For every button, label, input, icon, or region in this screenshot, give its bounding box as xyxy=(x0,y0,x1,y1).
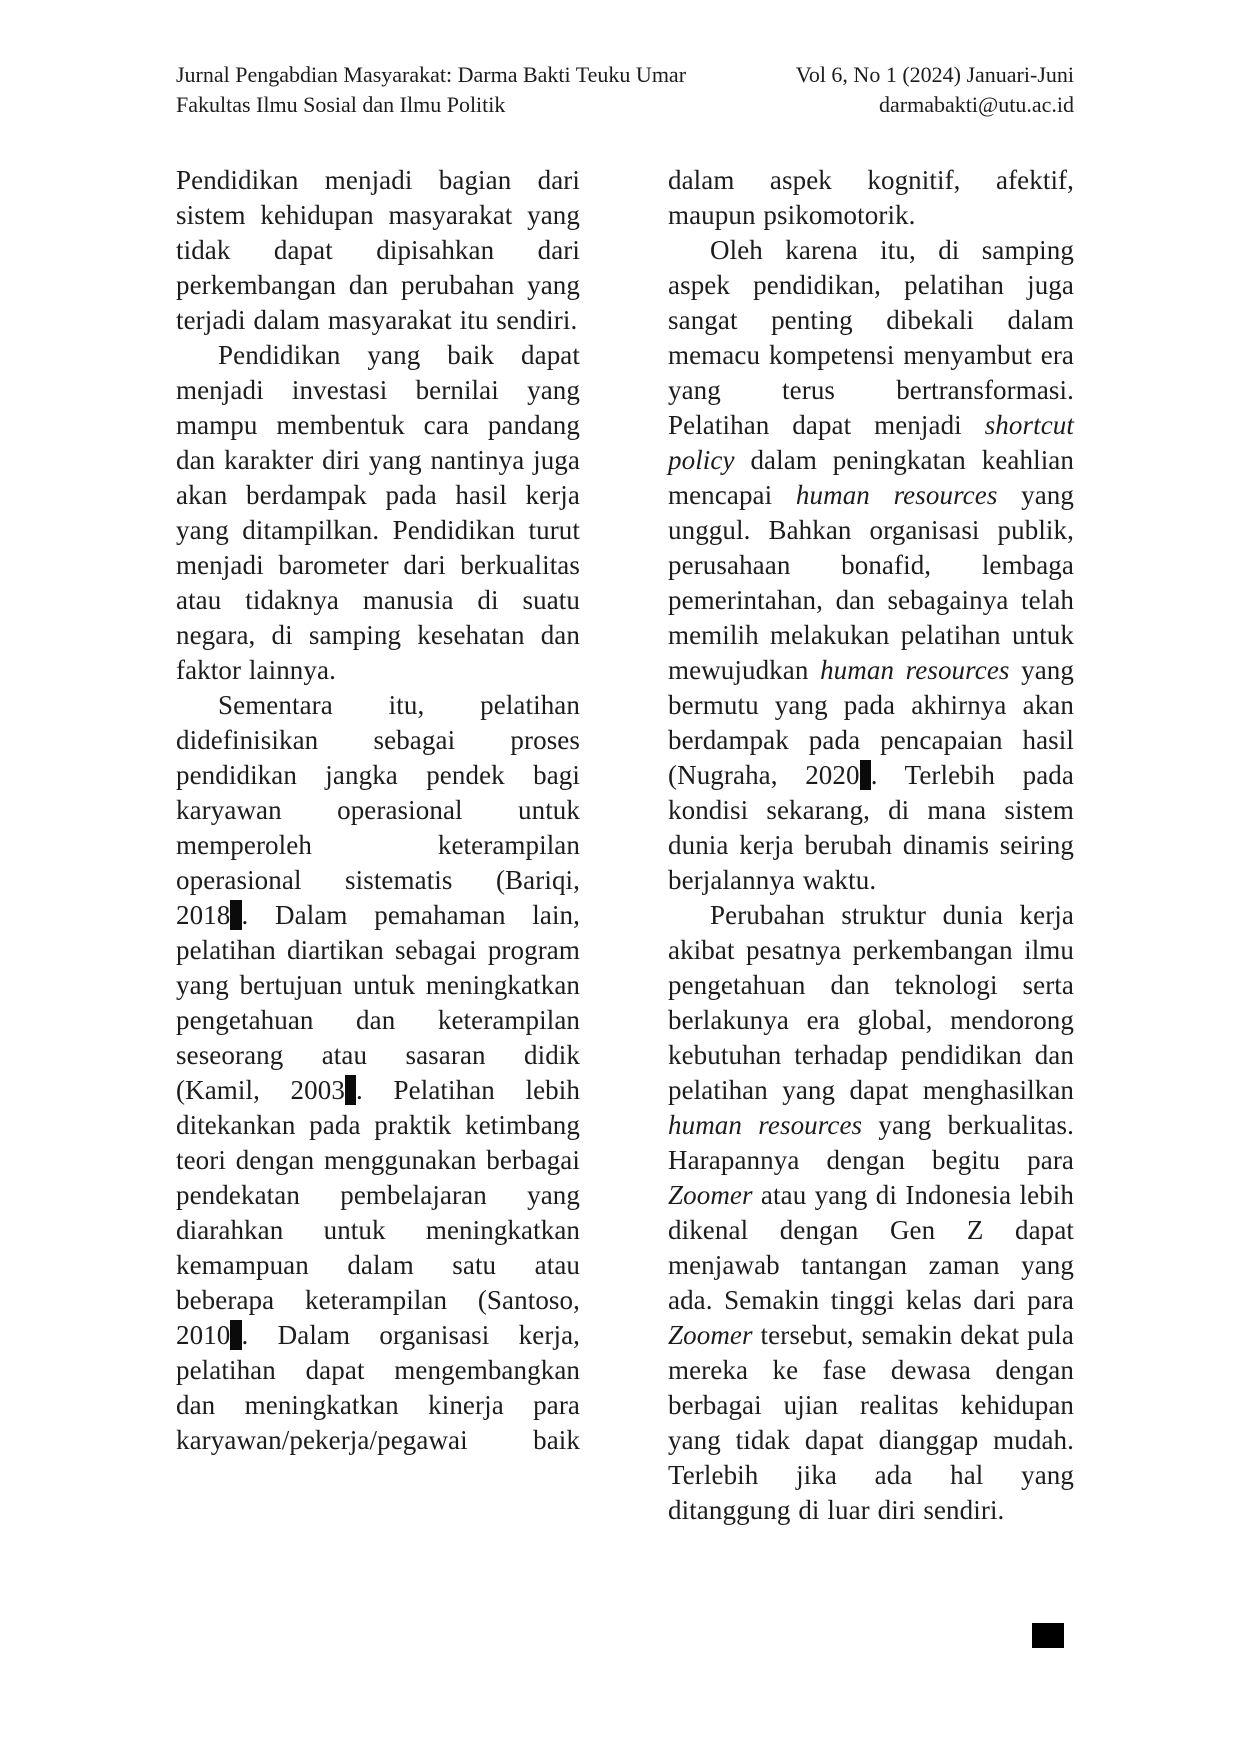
volume-issue-info: Vol 6, No 1 (2024) Januari-Juni xyxy=(795,62,1074,87)
text-run: yang bermutu yang pada akhirnya akan berdampak pada pencapaian hasil (Nugraha, 2020 xyxy=(668,655,1074,790)
text-run: human resources xyxy=(668,1110,863,1140)
text-run: . Terlebih pada kondisi sekarang, di mana sistem dunia kerja berubah dinamis seiring berjalannya waktu. xyxy=(668,760,1074,895)
text-run: yang berkualitas. Harapannya dengan begitu para xyxy=(668,1110,1074,1175)
journal-faculty: Fakultas Ilmu Sosial dan Ilmu Politik xyxy=(176,92,506,117)
text-run: Zoomer xyxy=(668,1320,753,1350)
redacted-glyph: ) xyxy=(231,1320,241,1350)
paragraph xyxy=(668,163,1074,233)
paragraph xyxy=(176,163,580,338)
journal-title: Jurnal Pengabdian Masyarakat: Darma Bakti Teuku Umar xyxy=(176,62,687,87)
text-run: Sementara itu, pelatihan didefinisikan sebagai proses pendidikan jangka pendek bagi karyawan operasional untuk memperoleh keterampilan operasional sistematis (Bariqi, 2018 xyxy=(176,690,580,930)
paragraph xyxy=(668,898,1074,1528)
text-run: dalam peningkatan keahlian mencapai xyxy=(668,445,1074,510)
journal-email: darmabakti@utu.ac.id xyxy=(879,92,1074,117)
paragraph xyxy=(668,233,1074,898)
text-run: dalam aspek kognitif, afektif, maupun psikomotorik. xyxy=(668,165,1074,230)
text-run: Perubahan struktur dunia kerja akibat pesatnya perkembangan ilmu pengetahuan dan teknologi serta berlakunya era global, mendorong kebutuhan terhadap pendidikan dan pelatihan yang dapat menghasilkan xyxy=(668,900,1074,1105)
text-run: Oleh karena itu, di samping aspek pendidikan, pelatihan juga sangat penting dibekali dalam memacu kompetensi menyambut era yang terus bertransformasi. Pelatihan dapat menjadi xyxy=(668,235,1074,440)
text-run: Pendidikan menjadi bagian dari sistem kehidupan masyarakat yang tidak dapat dipisahkan dari perkembangan dan perubahan yang terjadi dalam masyarakat itu sendiri. xyxy=(176,165,580,335)
article-body xyxy=(176,163,1074,1528)
text-run: . Dalam pemahaman lain, pelatihan diartikan sebagai program yang bertujuan untuk meningkatkan pengetahuan dan keterampilan seseorang atau sasaran didik (Kamil, 2003 xyxy=(176,900,580,1105)
paragraph xyxy=(176,338,580,688)
text-run: Zoomer xyxy=(668,1180,753,1210)
text-run: . Pelatihan lebih ditekankan pada praktik ketimbang teori dengan menggunakan berbagai pendekatan pembelajaran yang diarahkan untuk meningkatkan kemampuan dalam satu atau beberapa keterampilan (Santoso, 2010 xyxy=(176,1075,580,1350)
text-run: shortcut policy xyxy=(668,410,1074,475)
right-column xyxy=(668,163,1074,1528)
header-right xyxy=(796,60,1074,120)
paragraph xyxy=(176,688,580,1458)
text-run: human resources xyxy=(795,480,998,510)
text-run: yang unggul. Bahkan organisasi publik, perusahaan bonafid, lembaga pemerintahan, dan sebagainya telah memilih melakukan pelatihan untuk mewujudkan xyxy=(668,480,1074,685)
redacted-glyph: ) xyxy=(860,760,870,790)
header-left xyxy=(176,60,686,120)
text-run: Pendidikan yang baik dapat menjadi investasi bernilai yang mampu membentuk cara pandang dan karakter diri yang nantinya juga akan berdampak pada hasil kerja yang ditampilkan. Pendidikan turut menjadi barometer dari berkualitas atau tidaknya manusia di suatu negara, di samping kesehatan dan faktor lainnya. xyxy=(176,340,580,685)
redacted-glyph: ) xyxy=(345,1075,356,1105)
page-header xyxy=(176,60,1074,120)
redacted-glyph: ) xyxy=(231,900,241,930)
text-run: atau yang di Indonesia lebih dikenal dengan Gen Z dapat menjawab tantangan zaman yang ada. Semakin tinggi kelas dari para xyxy=(668,1180,1074,1315)
text-run: tersebut, semakin dekat pula mereka ke fase dewasa dengan berbagai ujian realitas kehidupan yang tidak dapat dianggap mudah. Terlebih jika ada hal yang ditanggung di luar diri sendiri. xyxy=(668,1320,1074,1525)
redaction-block xyxy=(1032,1623,1064,1648)
text-run: human resources xyxy=(820,655,1010,685)
text-run: . Dalam organisasi kerja, pelatihan dapat mengembangkan dan meningkatkan kinerja para karyawan/pekerja/pegawai baik xyxy=(176,1320,580,1455)
left-column xyxy=(176,163,580,1528)
